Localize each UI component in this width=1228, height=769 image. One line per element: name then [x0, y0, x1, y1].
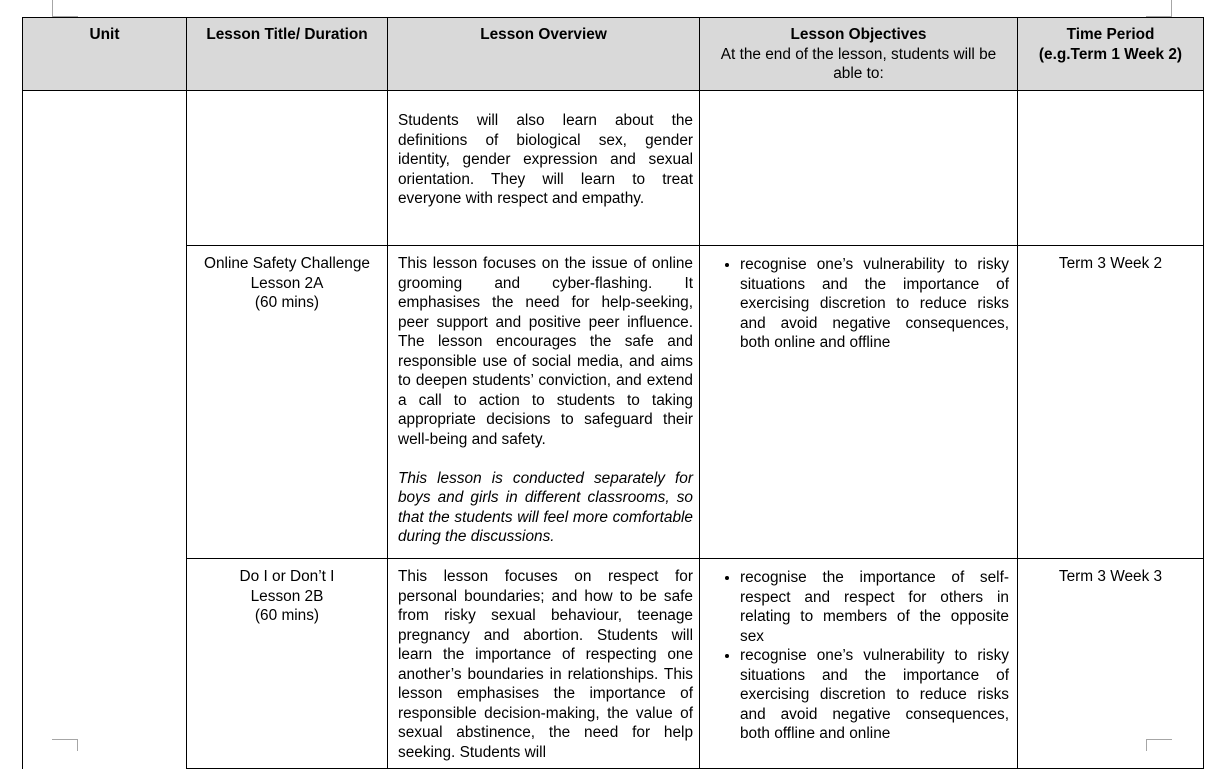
lesson-title-cell: [187, 246, 388, 559]
time-period-cell: [1018, 91, 1204, 246]
header-unit: Unit: [23, 18, 187, 91]
header-lesson-objectives-subtitle: At the end of the lesson, students will be able to:: [720, 45, 997, 82]
header-time-period-example: (e.g.Term 1 Week 2): [1038, 45, 1183, 63]
header-lesson-objectives: Lesson Objectives At the end of the lesson, students will be able to:: [700, 18, 1018, 91]
table-row: [23, 559, 1204, 769]
overview-note: This lesson is conducted separately for boys and girls in different classrooms, so that the students will feel more comfortable during the discussions.: [398, 469, 693, 545]
objectives-list: [700, 255, 1009, 353]
unit-cell: [23, 91, 187, 769]
lesson-overview-cell: [388, 246, 700, 559]
lesson-plan-table: [22, 17, 1204, 769]
lesson-title-cell: [187, 91, 388, 246]
list-item: • recognise one’s vulnerability to risky situations and the importance of exercising discretion to reduce risks and avoid negative consequences, both online and offline: [740, 255, 1009, 353]
time-period-value: Term 3 Week 3: [1058, 568, 1163, 585]
crop-mark: [1171, 0, 1172, 16]
lesson-title: Do I or Don’t I: [239, 568, 335, 585]
lesson-duration: (60 mins): [254, 607, 320, 624]
time-period-cell: [1018, 246, 1204, 559]
lesson-overview-cell: [388, 559, 700, 769]
overview-text: Students will also learn about the definitions of biological sex, gender identity, gender expression and sexual orientation. They will learn to treat everyone with respect and empathy.: [398, 112, 693, 207]
document-page: [22, 17, 1203, 761]
list-item: • recognise one’s vulnerability to risky situations and the importance of exercising discretion to reduce risks and avoid negative consequences, both offline and online: [740, 646, 1009, 744]
time-period-value: Term 3 Week 2: [1058, 255, 1163, 272]
lesson-objectives-cell: [700, 559, 1018, 769]
table-header-row: [23, 18, 1204, 91]
objectives-list: [700, 568, 1009, 744]
time-period-cell: [1018, 559, 1204, 769]
lesson-title: Online Safety Challenge: [204, 255, 370, 272]
lesson-objectives-cell: [700, 246, 1018, 559]
header-lesson-overview: Lesson Overview: [388, 18, 700, 91]
table-row: [23, 91, 1204, 246]
lesson-overview-cell: [388, 91, 700, 246]
lesson-objectives-cell: [700, 91, 1018, 246]
lesson-title-cell: [187, 559, 388, 769]
table-row: [23, 246, 1204, 559]
lesson-number: Lesson 2B: [250, 587, 324, 605]
overview-text: This lesson focuses on respect for personal boundaries; and how to be safe from risky sexual behaviour, teenage pregnancy and abortion. Students will learn the importance of respecting one another’s boundaries in relationships. This lesson emphasises the importance of responsible decision-making, the value of sexual abstinence, the need for help seeking. Students will: [398, 568, 693, 761]
list-item: • recognise the importance of self-respect and respect for others in relating to members of the opposite sex: [740, 568, 1009, 646]
header-lesson-title: Lesson Title/ Duration: [187, 18, 388, 91]
lesson-duration: (60 mins): [254, 294, 320, 311]
header-time-period: Time Period (e.g.Term 1 Week 2): [1018, 18, 1204, 91]
overview-text: This lesson focuses on the issue of online grooming and cyber-flashing. It emphasises the need for help-seeking, peer support and positive peer influence. The lesson encourages the safe and responsible use of social media, and aims to deepen students’ conviction, and extend a call to action to students to taking appropriate decisions to safeguard their well-being and safety.: [398, 255, 693, 448]
crop-mark: [52, 0, 53, 16]
lesson-number: Lesson 2A: [250, 274, 324, 292]
